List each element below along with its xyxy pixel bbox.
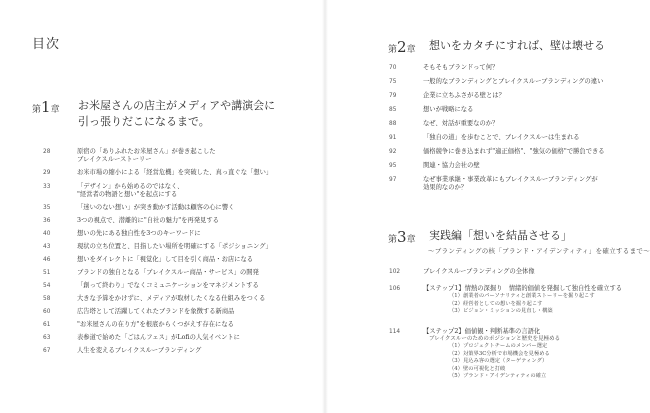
toc-entry [43,295,313,303]
chapter1-title: お米屋さんの店主がメディアや講演会に 引っ張りだこになるまで。 [78,99,276,128]
toc-entry-title: 現状の立ち位置と、目指したい場所を明確にする「ポジショニング」 [77,243,272,250]
toc-entry [389,285,639,316]
toc-entry-title: お米市場の縮小による「経営危機」を突破した、真っ直ぐな「想い」 [77,169,273,176]
toc-subitem: （1）プロジェクトチームのメンバー選定 [449,343,548,349]
toc-entry-title: 大きな予算をかけずに、メディアが取材したくなる仕組みをつくる [77,295,266,302]
toc-entry-page: 35 [43,205,51,211]
chapter3-subtitle: 〜ブランディングの核「ブランド・アイデンティティ」を確立するまで〜 [428,247,650,255]
toc-entry [43,243,313,251]
toc-entry-page: 70 [389,65,397,71]
toc-entry-page: 43 [43,244,51,250]
chapter2-label-num: 2 [397,38,407,56]
toc-subitem: （3）見込み客の選定（ターゲティング） [449,358,548,364]
toc-entry-page: 102 [389,269,401,275]
toc-entry-title: 3つの視点で、潜離的に"自社の魅力"を再発見する [77,217,219,224]
chapter2-title: 想いをカタチにすれば、壁は壊せる [429,39,605,52]
toc-subitem: （2）対策界3C分析で市場機会を見極める [449,350,550,357]
chapter3-label-post: 章 [406,235,416,245]
toc-entry [43,230,313,238]
toc-entry-title: "お米屋さんの在り方"を根底からくつがえす存在になる [77,321,234,328]
toc-entry-title: 【ステップ2】価値観・判断基準の言語化 [423,327,541,335]
toc-entry [43,282,313,290]
toc-entry-title: 価格競争に巻き込まれず"適正価格"、"強気の価格"で勝負できる [423,148,605,155]
toc-subitem-list [389,343,639,381]
chapter3-label-pre: 第 [388,235,398,245]
toc-entry-page: 54 [43,283,51,289]
toc-subitem: （4）壁の可視化と打破 [449,365,506,372]
toc-entry [43,169,313,177]
toc-entry [389,64,639,72]
chapter3-label [388,228,416,246]
toc-entry [43,204,313,212]
toc-entry-title: 想いをダイレクトに「視覚化」して目を引く商品・お店になる [77,256,254,263]
toc-entry [389,120,639,128]
toc-entry-title: 「デザイン」から始めるのではなく、 "経営者の物語と想い"を起点にする [77,183,184,198]
toc-entry-title: 【ステップ1】情熱の深掘り 情緒的価値を発掘して独自性を確立する [423,285,623,292]
chapter1-label-pre: 第 [32,105,42,115]
toc-entry-title: なぜ、対話が重要なのか？ [423,120,499,127]
toc-entry-title: 原宿の「ありふれたお米屋さん」が巻き起こした ブレイクスルーストーリー [77,148,216,163]
toc-subitem: （3）ビジョン・ミッションの見直し・構築 [449,308,553,314]
toc-entry-title: 企業に立ちふさがる壁とは？ [423,92,505,99]
toc-entry [43,183,313,199]
chapter2-label [388,38,416,56]
toc-entry-note: ブレイクスルーのためのポジションと歴史を見極める [429,335,561,342]
toc-entry-title: 想いが戦略になる [423,106,474,113]
right-page [325,0,650,413]
toc-entry [43,148,313,164]
chapter2-entries [389,64,639,198]
toc-entry-page: 33 [43,184,51,190]
toc-entry [43,256,313,264]
toc-entry-page: 58 [43,296,51,302]
toc-entry-page: 61 [43,322,51,328]
toc-entry-page: 29 [43,170,51,176]
chapter3-title: 実践編「想いを結晶させる」 [429,229,572,242]
toc-entry-page: 28 [43,149,51,155]
toc-subitem: （1）創業者のパーソナリティと創業ストーリーを掘り起こす [449,293,595,299]
toc-entry [43,308,313,316]
toc-subitem-list [389,293,639,316]
toc-entry-title: 「独自の道」を歩むことで、ブレイクスルーは生まれる [423,134,580,141]
toc-entry-title: 関連・協力会社の壁 [423,162,480,169]
toc-entry [389,106,639,114]
toc-entry [43,217,313,225]
toc-entry-title: そもそもブランドって何？ [423,64,499,71]
toc-entry-title: なぜ事業承継・事業改革にもブレイクスルーブランディングが 効果的なのか？ [423,176,598,191]
toc-entry [389,148,639,156]
chapter1-entries [43,148,313,360]
toc-entry-page: 85 [389,107,397,113]
toc-entry-page: 46 [43,257,51,263]
toc-entry [43,347,313,355]
toc-subitem: （2）経営者としての想いを掘り起こす [449,300,543,307]
toc-entry-page: 36 [43,218,51,224]
toc-entry-title: ブレイクスルーブランディングの全体像 [423,268,535,275]
toc-entry [43,269,313,277]
toc-entry-title: 広告塔として活躍してくれたブランドを象徴する新商品 [77,308,235,315]
toc-entry-page: 95 [389,163,397,169]
toc-entry [389,328,639,381]
chapter2-label-pre: 第 [388,45,398,55]
toc-entry-page: 91 [389,135,397,141]
toc-entry-page: 63 [43,335,51,341]
chapter3-entries [389,268,639,385]
toc-entry-title: 一般的なブランディングとブレイクスルーブランディングの違い [423,78,604,85]
toc-entry-page: 75 [389,79,397,85]
toc-entry [389,162,639,170]
chapter1-label-num: 1 [41,98,51,116]
toc-entry-page: 97 [389,177,397,183]
toc-entry [389,92,639,100]
toc-title: 目次 [32,37,61,52]
toc-entry-title: 想いの先にある独自性を3つのキーワードに [77,230,201,237]
toc-entry-page: 88 [389,121,397,127]
toc-entry-title: 「創って終わり」でなくコミュニケーションをマネジメントする [77,282,259,289]
toc-entry [389,268,639,276]
toc-entry-page: 92 [389,149,397,155]
toc-entry [389,134,639,142]
toc-entry-page: 60 [43,309,51,315]
toc-entry-page: 40 [43,231,51,237]
toc-subitem: （5）ブランド・アイデンティティの確立 [449,373,547,379]
toc-entry-page: 114 [389,328,401,335]
chapter2-label-post: 章 [406,45,416,55]
toc-entry [43,334,313,342]
toc-entry [389,78,639,86]
toc-entry [389,176,639,192]
toc-entry-page: 79 [389,93,397,99]
toc-entry-page: 67 [43,348,51,354]
chapter1-label [32,98,60,116]
chapter3-label-num: 3 [397,228,407,246]
toc-entry-title: 人生を変えるブレイクスルーブランディング [77,347,202,354]
toc-entry-title: 表参道で始めた「ごはんフェス」がLofiの人気イベントに [77,334,240,341]
toc-entry-page: 51 [43,270,51,276]
toc-entry-page: 106 [389,286,401,292]
toc-entry-title: 「迷いのない想い」が突き動かす活動は顧客の心に響く [77,204,235,211]
toc-entry [43,321,313,329]
toc-entry-title: ブランドの独自となる「ブレイクスルー商品・サービス」の開発 [77,269,259,276]
chapter1-label-post: 章 [50,105,60,115]
